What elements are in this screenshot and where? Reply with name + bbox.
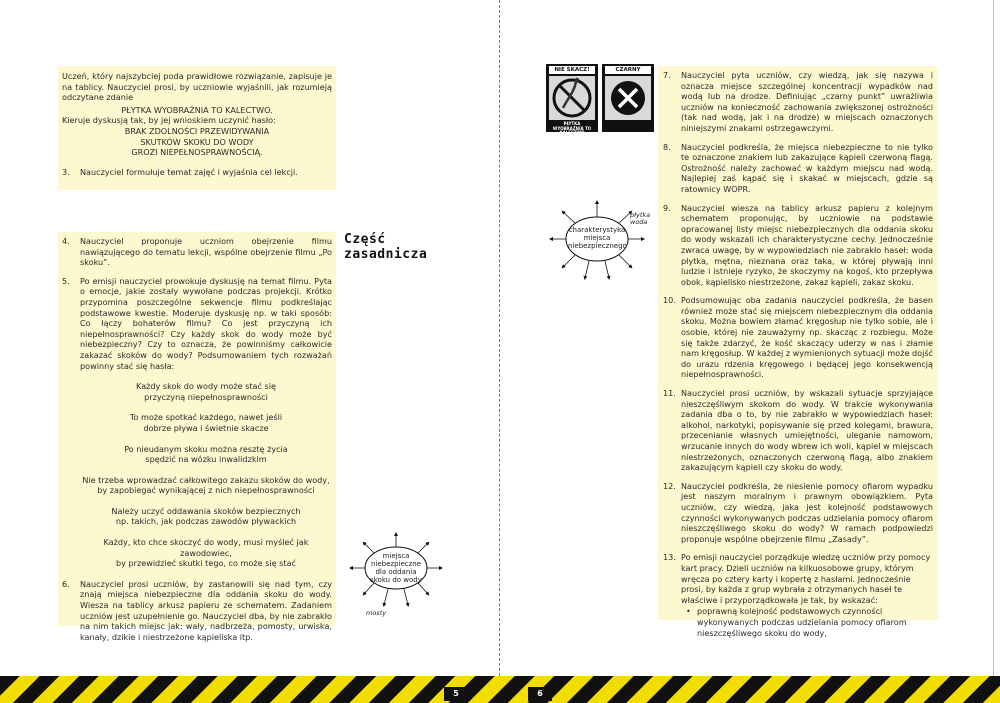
left-box-main: [58, 232, 336, 642]
intro-slogan-line: SKUTKÓW SKOKU DO WODY: [140, 136, 254, 147]
item-text: Nauczyciel formułuje temat zajęć i wyjaśnia cel lekcji.: [80, 166, 298, 177]
slogan-line: To może spotkać każdego, nawet jeśli: [129, 412, 283, 423]
item-number: 10.: [663, 295, 676, 306]
section-title: [344, 232, 427, 262]
item-5: [62, 276, 332, 371]
diagram-label: płytka woda: [630, 211, 651, 226]
item-text: Nauczyciel wiesza na tablicy arkusz papieru z kolejnym schematem proponując, by uczniowie na podstawie opracowanej listy miejsc niebezpiecznych dla oddania skoku do wody wskazali ich charakterystyczne cechy. Jednocześnie zwraca uwagę, by w wypowiedziach nie zabrakło haseł: woda płytka, mętna, nieznana oraz taka, w której pływają inni ludzie i istnieje ryzyko, że skoczymy na kogoś, kto przepływa obok, kąpielisko niestrzeżone, zakaz kąpieli, zakaz skoku.: [681, 202, 933, 287]
item-3: [62, 167, 332, 178]
slogan-line: Każdy skok do wody może stać się: [136, 381, 276, 392]
bullet-dot: •: [686, 606, 691, 617]
section-title-line: zasadnicza: [344, 247, 428, 262]
hazard-stripe-footer: [0, 676, 1000, 703]
diagram-dangerous-places: [346, 528, 446, 618]
item-number: 9.: [663, 202, 671, 213]
sign-title: CZARNY: [605, 66, 651, 74]
slogan-line: np. takich, jak podczas zawodów pływackich: [115, 516, 297, 527]
item-number: 12.: [663, 480, 676, 491]
item-number: 7.: [663, 70, 671, 80]
slogan-line: by zapobiegać wynikającej z nich niepełnosprawności: [97, 485, 315, 496]
diagram-label: mosty: [366, 609, 387, 617]
bullet-item: [681, 606, 933, 638]
no-diving-sign: [546, 64, 598, 135]
section-title-line: Część: [344, 232, 386, 247]
item-text: Nauczyciel proponuje uczniom obejrzenie filmu nawiązującego do tematu lekcji, wspólne obejrzenie filmu „Po skoku”.: [80, 236, 332, 268]
page-number-right: 6: [528, 687, 552, 701]
diagram-center-text: miejsca niebezpieczne dla oddania skoku do wody: [370, 552, 422, 584]
item-number: 4.: [62, 236, 70, 246]
warning-signs: [546, 64, 654, 135]
item-text: Nauczyciel podkreśla, że miejsca niebezpieczne to nie tylko te oznaczone znakiem lub zakazujące kąpieli czerwoną flagą. Ostrożność należy zachować w każdym miejscu nad wodą. Najlepiej zaś kąpać się i skakać w miejscach, gdzie są ratownicy WOPR.: [681, 141, 933, 194]
item-text: Nauczyciel prosi uczniów, by zastanowili się nad tym, czy znają miejsca niebezpieczne dla oddania skoku do wody. Wiesza na tablicy arkusz papieru ze schematem. Zadaniem uczniów jest uzupełnienie go. Nauczyciel dba, by nie zabrakło na nim takich miejsc jak: wały, nadbrzeża, pomosty, urwiska, kanały, dzikie i niestrzeżone kąpieliska itp.: [80, 578, 332, 642]
intro-lead: Kieruje dyskusją tak, by jej wnioskiem uczynić hasło:: [62, 115, 276, 126]
slogan-line: spędzić na wózku inwalidzkim: [145, 454, 267, 465]
slogan-line: Każdy, kto chce skoczyć do wody, musi myśleć jak zawodowiec,: [103, 537, 309, 558]
slogan: [80, 506, 332, 527]
item-text: Nauczyciel pyta uczniów, czy wiedzą, jak się nazywa i oznacza miejsce szczególnej koncentracji wypadków nad wodą lub na drodze. Definiując „czarny punkt” uwrażliwia uczniów na konieczność zachowania zwiększonej ostrożności (tak nad wodą, jak i na drodze) w miejscach oznaczonych niniejszymi znakami ostrzegawczymi.: [681, 70, 933, 133]
bullet-text: poprawną kolejność podstawowych czynności wykonywanych podczas udzielania pomocy ofiarom nieszczęśliwego skoku do wody,: [697, 606, 907, 638]
item-number: 3.: [62, 166, 70, 177]
slogan: [80, 537, 332, 569]
item-text: Nauczyciel podkreśla, że niesienie pomocy ofiarom wypadku jest naszym moralnym i prawnym obowiązkiem. Pyta uczniów, czy wiedzą, jaka jest kolejność podstawowych czynności wykonywanych podczas udzielania pomocy ofiarom nieszczęśliwego skoku do wody? W ramach podpowiedzi proponuje wspólne obejrzenie filmu „Zasady”.: [681, 480, 933, 544]
item-number: 13.: [663, 552, 676, 563]
diagram-center-text: charakterystyka miejsca niebezpiecznego: [568, 226, 627, 250]
intro-slogan-line: BRAK ZDOLNOŚCI PRZEWIDYWANIA: [124, 125, 270, 136]
black-spot-icon: [602, 64, 654, 132]
slogan: [80, 444, 332, 465]
slogan-line: by przewidzieć skutki tego, co może się stać: [116, 558, 296, 569]
item-6: [62, 579, 332, 643]
item-7: [663, 70, 933, 134]
item-text: Po emisji nauczyciel prowokuje dyskusję na temat filmu. Pyta o emocje, jakie zostały wywołane podczas projekcji. Krótko przypomina poszczególne sekwencje filmu podkreślając podstawowe kwestie. Moderuje dyskusję np. w taki sposób: Co łączy bohaterów filmu? Co jest przyczyną ich niepełnosprawności? Czy każdy skok do wody może być niebezpieczny? Czy to oznacza, że powinniśmy całkowicie zakazać skoków do wody? Podsumowaniem tych rozważań powinny stać się hasła:: [80, 275, 332, 371]
item-12: [663, 481, 933, 545]
right-box-main: [658, 66, 938, 638]
item-text: Podsumowując oba zadania nauczyciel podkreśla, że basen również może stać się miejscem niebezpiecznym dla oddania skoku. Można bowiem złamać kręgosłup nie tylko sobie, ale i osobie, której nie zauważymy np. skacząc z rozbiegu. Może się także zdarzyć, że kość skaczący uderzy w nas i złamie nam kręgosłup. W każdej z wymienionych sytuacji może dojść do urazu rdzenia kręgowego i będącej jego konsekwencją niepełnosprawności.: [681, 295, 934, 380]
item-text: Po emisji nauczyciel porządkuje wiedzę uczniów przy pomocy kart pracy. Dzieli uczniów na kilkuosobowe grupy, którym wręcza po cztery karty i kopertę z hasłami. Jednocześnie prosi, by każda z grup wybrała z otrzymanych haseł te właściwe i przyporządkowała je tak, by wskazać:: [681, 552, 931, 605]
sign-footer: PŁYTKA WYOBRAŹNIA TO KALECTWO: [552, 121, 592, 135]
item-4: [62, 236, 332, 268]
item-number: 6.: [62, 578, 70, 589]
item-number: 11.: [663, 388, 676, 399]
item-13: [663, 552, 933, 638]
item-10: [663, 295, 933, 380]
item-9: [663, 203, 933, 288]
page-number-left: 5: [444, 687, 468, 701]
slogan-list: [62, 381, 332, 569]
black-spot-sign: [602, 64, 654, 132]
item-number: 8.: [663, 141, 671, 152]
slogan-line: przyczyną niepełnosprawności: [144, 391, 268, 402]
item-number: 5.: [62, 275, 70, 286]
slogan: [80, 381, 332, 402]
page-edge: [993, 0, 994, 703]
slogan: [80, 475, 332, 496]
intro-paragraph: Uczeń, który najszybciej poda prawidłowe rozwiązanie, zapisuje je na tablicy. Nauczyciel prosi, by uczniowie wyjaśnili, jak rozumieją odczytane zdanie: [62, 71, 332, 103]
slogan-line: dobrze pływa i świetnie skacze: [143, 422, 269, 433]
intro-slogan-line: GROZI NIEPEŁNOSPRAWNOŚCIĄ.: [131, 147, 263, 158]
item-text: Nauczyciel prosi uczniów, by wskazali sytuacje sprzyjające nieszczęśliwym skokom do wody. W trakcie wykonywania zadania dba o to, by nie zabrakło w wypowiedziach haseł: alkohol, narkotyki, popisywanie się przed kolegami, brawura, przecenianie własnych umiejętności, uleganie namowom, wrzucanie innych do wody wbrew ich woli, kąpiel w miejscach niestrzeżonych, oznaczonych czerwoną flagą, albo znakiem zakazującym kąpieli czy skoku do wody.: [681, 388, 933, 473]
slogan-line: Nie trzeba wprowadzać całkowitego zakazu skoków do wody,: [82, 474, 330, 485]
slogan: [80, 412, 332, 433]
diagram-dangerous-place-features: [543, 190, 655, 292]
item-11: [663, 388, 933, 473]
slogan-line: Po nieudanym skoku można resztę życia: [124, 443, 288, 454]
left-box-intro: [58, 66, 336, 190]
slogan-line: Należy uczyć oddawania skoków bezpiecznych: [111, 505, 301, 516]
intro-sentence: PŁYTKA WYOBRAŹNIA TO KALECTWO.: [121, 104, 273, 115]
sign-title: NIE SKACZ!: [549, 66, 595, 74]
item-8: [663, 142, 933, 195]
page-fold-line: [499, 0, 500, 676]
